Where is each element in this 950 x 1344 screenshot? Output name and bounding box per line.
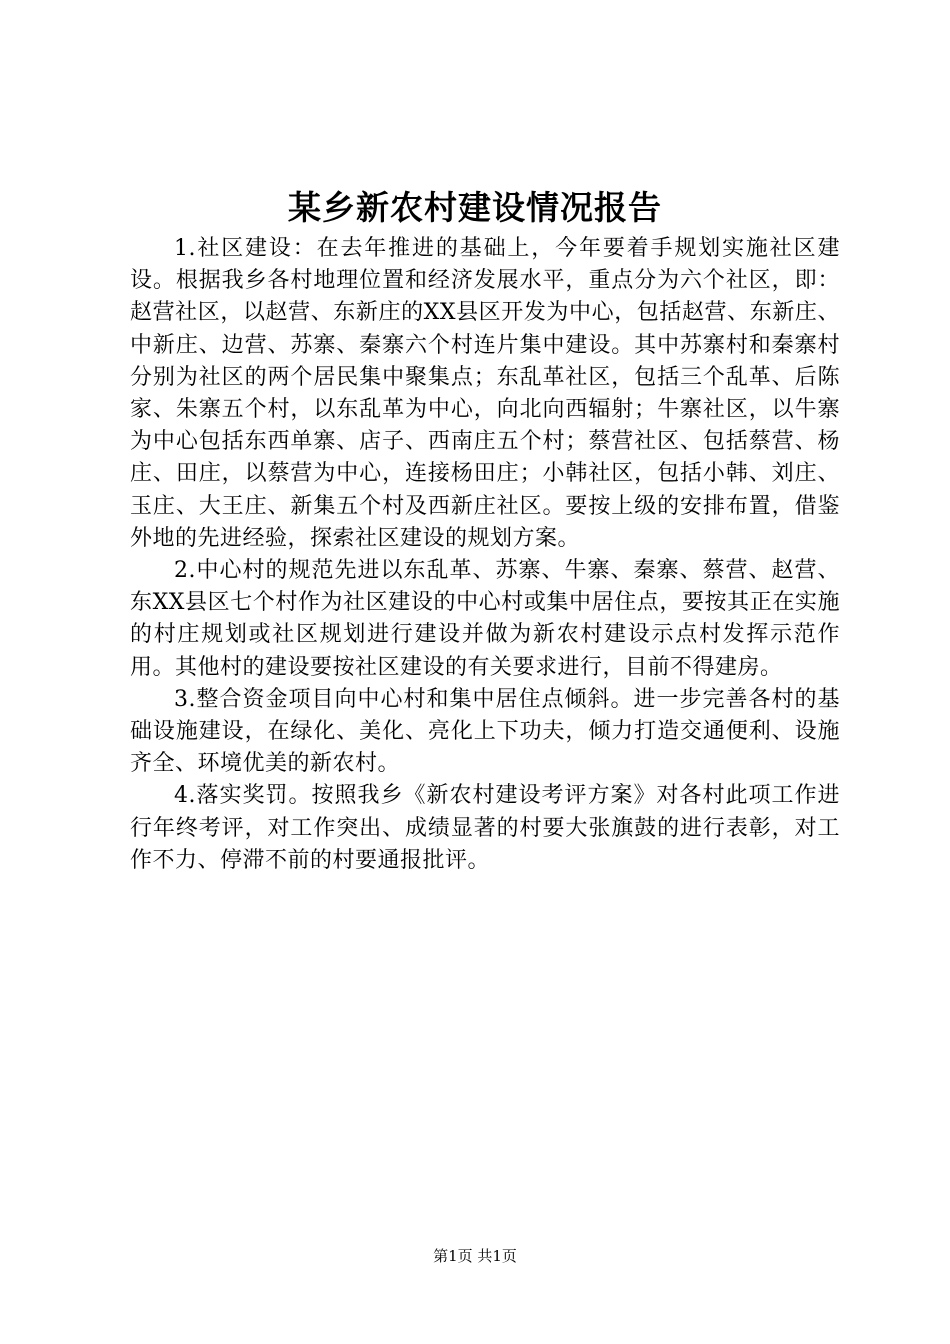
paragraph-2: 2.中心村的规范先进以东乱革、苏寨、牛寨、秦寨、蔡营、赵营、东XX县区七个村作为社区建设的中心村或集中居住点，要按其正在实施的村庄规划或社区规划进行建设并做为新农村建设示点村发挥示范作用。其他村的建设要按社区建设的有关要求进行，目前不得建房。	[130, 558, 840, 680]
page-footer: 第1页 共1页	[433, 1247, 517, 1265]
paragraph-1: 1.社区建设：在去年推进的基础上，今年要着手规划实施社区建设。根据我乡各村地理位置和经济发展水平，重点分为六个社区，即：赵营社区，以赵营、东新庄的XX县区开发为中心，包括赵营、东新庄、中新庄、边营、苏寨、秦寨六个村连片集中建设。其中苏寨村和秦寨村分别为社区的两个居民集中聚集点；东乱革社区，包括三个乱革、后陈家、朱寨五个村，以东乱革为中心，向北向西辐射；牛寨社区，以牛寨为中心包括东西单寨、店子、西南庄五个村；蔡营社区、包括蔡营、杨庄、田庄，以蔡营为中心，连接杨田庄；小韩社区，包括小韩、刘庄、玉庄、大王庄、新集五个村及西新庄社区。要按上级的安排布置，借鉴外地的先进经验，探索社区建设的规划方案。	[130, 236, 840, 551]
paragraph-4: 4.落实奖罚。按照我乡《新农村建设考评方案》对各村此项工作进行年终考评，对工作突出、成绩显著的村要大张旗鼓的进行表彰，对工作不力、停滞不前的村要通报批评。	[130, 783, 840, 873]
document-body	[130, 233, 840, 877]
document-title: 某乡新农村建设情况报告	[288, 188, 662, 227]
paragraph-3: 3.整合资金项目向中心村和集中居住点倾斜。进一步完善各村的基础设施建设，在绿化、美化、亮化上下功夫，倾力打造交通便利、设施齐全、环境优美的新农村。	[130, 686, 840, 777]
